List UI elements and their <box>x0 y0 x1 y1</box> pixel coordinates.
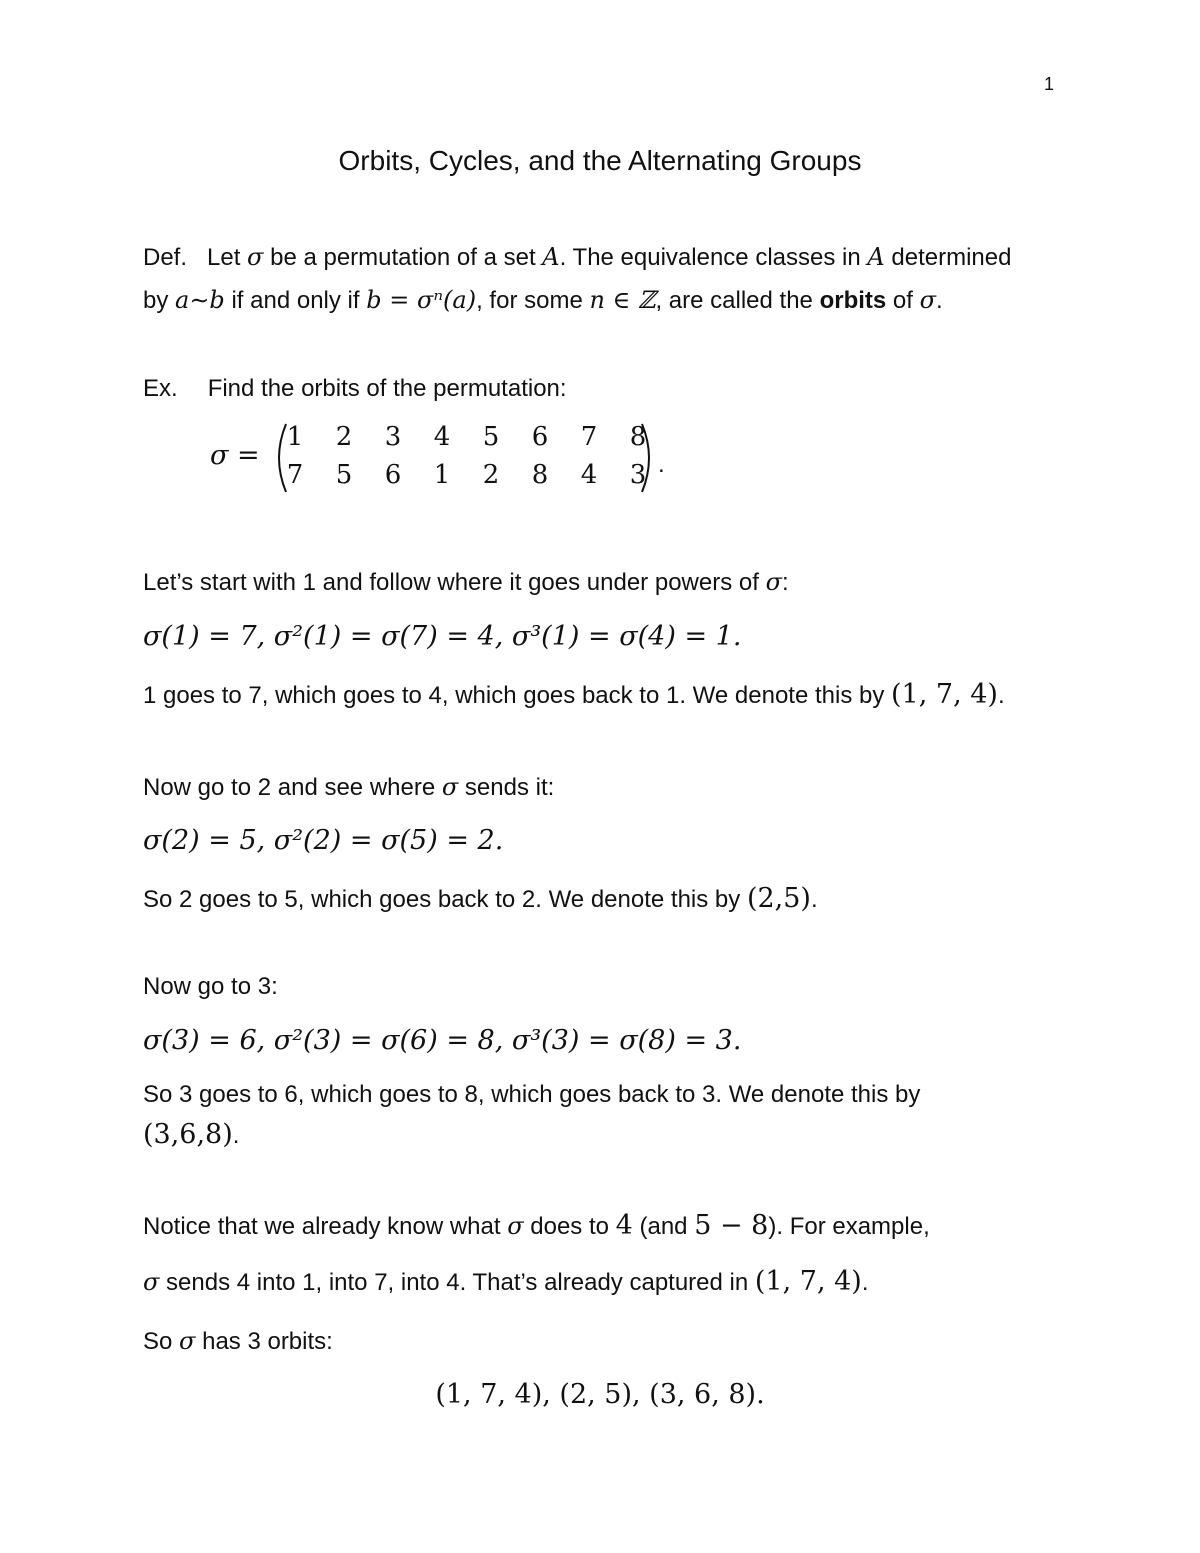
definition-line-2: by a∼b if and only if b = σⁿ(a), for some n ∈ ℤ, are called the orbits of σ. <box>143 286 943 314</box>
relation-formula: a∼b <box>175 286 225 314</box>
orbits-result: (1, 7, 4), (2, 5), (3, 6, 8). <box>435 1379 765 1410</box>
matrix-top-cell-8: 8 <box>629 422 647 452</box>
page-title: Orbits, Cycles, and the Alternating Groups <box>338 145 862 176</box>
cycle-368: (3,6,8) <box>143 1119 233 1150</box>
step1-explain: 1 goes to 7, which goes to 4, which goes back to 1. We denote this by (1, 7, 4). <box>143 679 1005 710</box>
matrix-bottom-cell-6: 8 <box>531 460 549 490</box>
notice-line-2: σ sends 4 into 1, into 7, into 4. That’s already captured in (1, 7, 4). <box>143 1266 869 1297</box>
matrix-top-cell-2: 2 <box>335 422 353 452</box>
page-number: 1 <box>1044 74 1055 94</box>
definition-line-1: Def. Let σ be a permutation of a set A. The equivalence classes in A determined <box>143 243 1012 271</box>
matrix-bottom-cell-5: 2 <box>482 460 500 490</box>
step1-formula: σ(1) = 7, σ²(1) = σ(7) = 4, σ³(1) = σ(4) = 1. <box>143 621 742 652</box>
sigma-equals: σ = <box>210 440 260 471</box>
orbits-term: orbits <box>819 287 887 314</box>
cycle-174: (1, 7, 4) <box>891 679 998 710</box>
matrix-top-cell-5: 5 <box>482 422 500 452</box>
matrix-bottom-cell-3: 6 <box>384 460 402 490</box>
step3-formula: σ(3) = 6, σ²(3) = σ(6) = 8, σ³(3) = σ(8) = 3. <box>143 1025 742 1056</box>
matrix-bottom-cell-4: 1 <box>433 460 451 490</box>
conclusion-line: So σ has 3 orbits: <box>143 1327 333 1355</box>
step3-cycle-line: (3,6,8). <box>143 1119 240 1150</box>
matrix-bottom-cell-1: 7 <box>286 460 304 490</box>
step3-intro: Now go to 3: <box>143 973 278 1000</box>
permutation-matrix: 1 2 3 4 5 6 7 8 7 5 6 1 2 8 4 3 . <box>272 420 672 496</box>
step2-explain: So 2 goes to 5, which goes back to 2. We denote this by (2,5). <box>143 883 818 914</box>
n-in-integers: n ∈ ℤ <box>589 286 656 314</box>
step1-intro: Let’s start with 1 and follow where it goes under powers of σ: <box>143 568 789 596</box>
step2-formula: σ(2) = 5, σ²(2) = σ(5) = 2. <box>143 825 504 856</box>
matrix-top-cell-1: 1 <box>286 422 304 452</box>
matrix-top-cell-3: 3 <box>384 422 402 452</box>
matrix-bottom-cell-7: 4 <box>580 460 598 490</box>
example-line <box>143 374 567 404</box>
example-label: Ex. <box>143 375 178 402</box>
matrix-top-cell-7: 7 <box>580 422 598 452</box>
step2-intro: Now go to 2 and see where σ sends it: <box>143 773 555 801</box>
step3-explain: So 3 goes to 6, which goes to 8, which goes back to 3. We denote this by <box>143 1081 921 1108</box>
cycle-25: (2,5) <box>746 883 811 914</box>
set-a-symbol: A <box>542 243 560 271</box>
definition-label: Def. <box>143 244 188 271</box>
example-prompt: Find the orbits of the permutation: <box>207 375 567 402</box>
notice-line-1: Notice that we already know what σ does to 4 (and 5 − 8). For example, <box>143 1210 930 1241</box>
matrix-top-cell-4: 4 <box>433 422 451 452</box>
matrix-bottom-cell-8: 3 <box>629 460 647 490</box>
orbit-formula: b = σⁿ(a) <box>366 286 477 314</box>
matrix-top-cell-6: 6 <box>531 422 549 452</box>
matrix-bottom-cell-2: 5 <box>335 460 353 490</box>
sigma-symbol: σ <box>247 243 264 271</box>
